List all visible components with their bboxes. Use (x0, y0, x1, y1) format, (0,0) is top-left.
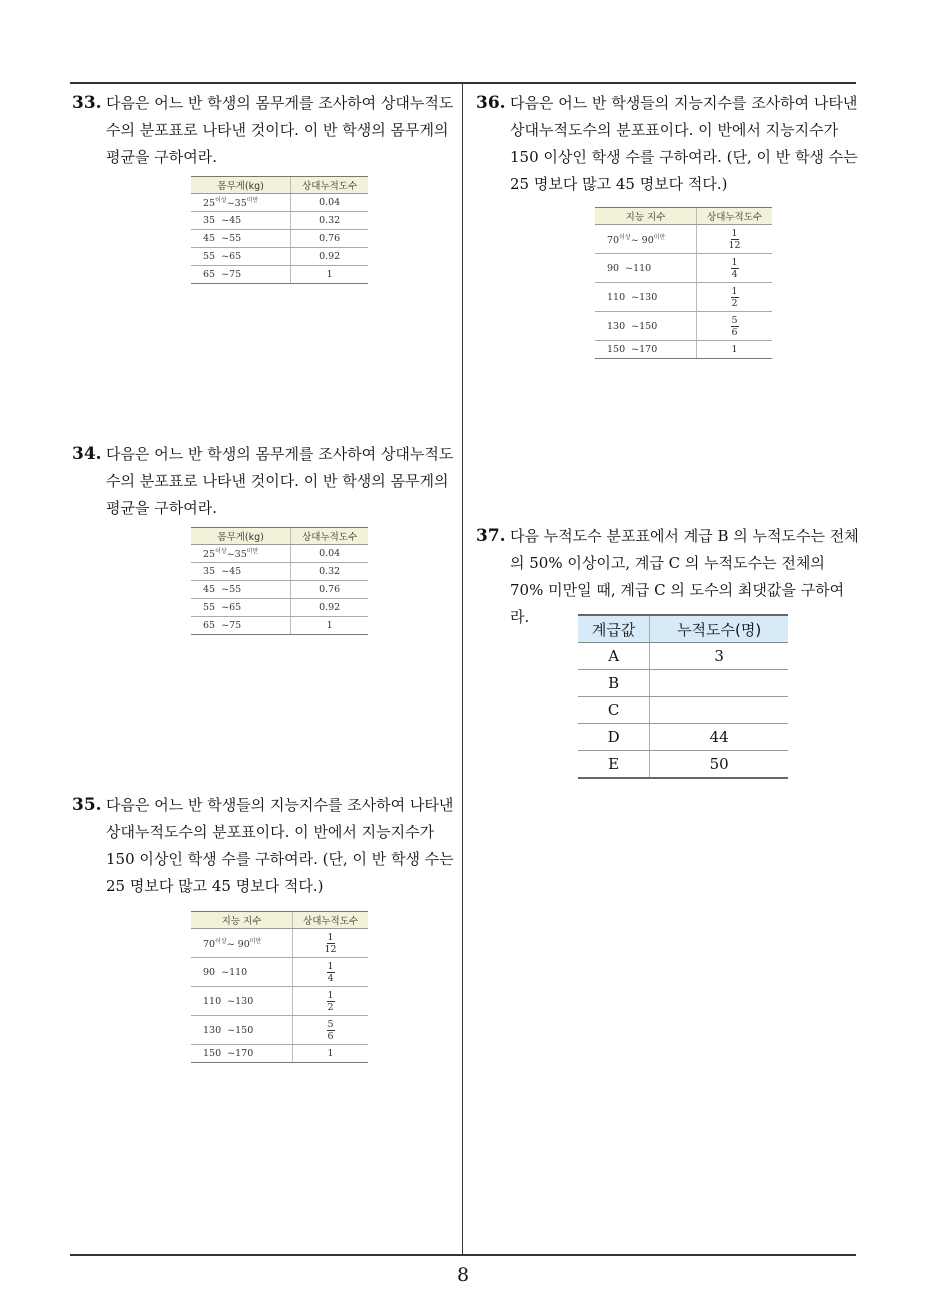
class-cell: 110 ~130 (191, 987, 293, 1016)
top-rule (70, 82, 856, 84)
value-cell (697, 254, 772, 283)
fraction: $\frac{5}{6}$ (327, 1018, 334, 1042)
value-cell: 1 (293, 1045, 368, 1063)
class-cell: 45 ~55 (191, 230, 291, 248)
class-cell: $25^{이상}\sim 35^{미만}$ (191, 545, 291, 563)
problem-number: 36. (476, 93, 506, 113)
problem-number: 37. (476, 526, 506, 546)
fraction: $\frac{1}{4}$ (731, 256, 738, 280)
class-cell: E (578, 751, 650, 779)
fraction: $\frac{1}{12}$ (728, 227, 741, 251)
value-cell: 44 (650, 724, 788, 751)
problem-number: 35. (72, 795, 102, 815)
class-cell: 110 ~130 (595, 283, 697, 312)
problem-text: 다음은 어느 반 학생의 몸무게를 조사하여 상대누적도수의 분포표로 나타낸 것이다. 이 반 학생의 몸무게의 평균을 구하여라. (106, 94, 454, 166)
problem-text: 다음은 어느 반 학생의 몸무게를 조사하여 상대누적도수의 분포표로 나타낸 것이다. 이 반 학생의 몸무게의 평균을 구하여라. (106, 445, 454, 517)
bottom-rule (70, 1254, 856, 1256)
fraction: $\frac{1}{2}$ (327, 989, 334, 1013)
value-cell: 1 (291, 266, 368, 284)
weight-table-34 (191, 527, 368, 635)
class-cell: 35 ~45 (191, 563, 291, 581)
value-cell: 0.04 (291, 545, 368, 563)
value-cell: 0.92 (291, 248, 368, 266)
header-cell: 몸무게(kg) (191, 528, 291, 545)
problem-number: 33. (72, 93, 102, 113)
value-cell: 3 (650, 643, 788, 670)
problem-36 (476, 90, 861, 198)
value-cell: 0.32 (291, 212, 368, 230)
class-cell: $25^{이상}\sim 35^{미만}$ (191, 194, 291, 212)
header-cell: 계급값 (578, 615, 650, 643)
fraction: $\frac{1}{4}$ (327, 960, 334, 984)
header-cell: 상대누적도수 (291, 528, 368, 545)
value-cell (293, 929, 368, 958)
class-cell: 55 ~65 (191, 599, 291, 617)
class-cell: D (578, 724, 650, 751)
value-cell (293, 1016, 368, 1045)
value-cell (650, 697, 788, 724)
fraction: $\frac{5}{6}$ (731, 314, 738, 338)
problem-text: 다음은 어느 반 학생들의 지능지수를 조사하여 나타낸 상대누적도수의 분포표이다. 이 반에서 지능지수가 150 이상인 학생 수를 구하여라. (단, 이 반 학생 수는 25 명보다 많고 45 명보다 적다.) (510, 94, 858, 193)
column-divider (462, 83, 463, 1255)
class-cell: 90 ~110 (595, 254, 697, 283)
header-cell: 지능 지수 (595, 208, 697, 225)
header-cell: 지능 지수 (191, 912, 293, 929)
value-cell (293, 958, 368, 987)
class-cell: 45 ~55 (191, 581, 291, 599)
header-cell: 상대누적도수 (291, 177, 368, 194)
value-cell: 0.32 (291, 563, 368, 581)
class-cell: 150 ~170 (595, 341, 697, 359)
iq-table-36 (595, 207, 772, 359)
class-cell: $70^{이상}\sim$ $90^{미만}$ (191, 929, 293, 958)
value-cell: 1 (697, 341, 772, 359)
value-cell: 0.76 (291, 230, 368, 248)
header-cell: 몸무게(kg) (191, 177, 291, 194)
class-cell: $70^{이상}\sim$ $90^{미만}$ (595, 225, 697, 254)
class-cell: 65 ~75 (191, 617, 291, 635)
value-cell (650, 670, 788, 697)
value-cell (697, 225, 772, 254)
value-cell: 0.76 (291, 581, 368, 599)
problem-33 (72, 90, 457, 171)
page-number: 8 (456, 1264, 470, 1286)
problem-number: 34. (72, 444, 102, 464)
fraction: $\frac{1}{2}$ (731, 285, 738, 309)
header-cell: 상대누적도수 (293, 912, 368, 929)
cumulative-table-37 (578, 614, 788, 779)
value-cell (697, 283, 772, 312)
value-cell: 1 (291, 617, 368, 635)
class-cell: C (578, 697, 650, 724)
class-cell: B (578, 670, 650, 697)
class-cell: 65 ~75 (191, 266, 291, 284)
header-cell: 상대누적도수 (697, 208, 772, 225)
class-cell: A (578, 643, 650, 670)
problem-35 (72, 792, 457, 900)
value-cell (293, 987, 368, 1016)
problem-text: 다음 누적도수 분포표에서 계급 B 의 누적도수는 전체의 50% 이상이고, 계급 C 의 누적도수는 전체의 70% 미만일 때, 계급 C 의 도수의 최댓값을 구하여라. (510, 527, 859, 626)
iq-table-35 (191, 911, 368, 1063)
problem-34 (72, 441, 457, 522)
value-cell: 0.04 (291, 194, 368, 212)
header-cell: 누적도수(명) (650, 615, 788, 643)
class-cell: 130 ~150 (191, 1016, 293, 1045)
class-cell: 55 ~65 (191, 248, 291, 266)
class-cell: 150 ~170 (191, 1045, 293, 1063)
weight-table-33 (191, 176, 368, 284)
value-cell (697, 312, 772, 341)
value-cell: 0.92 (291, 599, 368, 617)
fraction: $\frac{1}{12}$ (324, 931, 337, 955)
class-cell: 130 ~150 (595, 312, 697, 341)
class-cell: 35 ~45 (191, 212, 291, 230)
problem-text: 다음은 어느 반 학생들의 지능지수를 조사하여 나타낸 상대누적도수의 분포표이다. 이 반에서 지능지수가 150 이상인 학생 수를 구하여라. (단, 이 반 학생 수는 25 명보다 많고 45 명보다 적다.) (106, 796, 454, 895)
class-cell: 90 ~110 (191, 958, 293, 987)
value-cell: 50 (650, 751, 788, 779)
